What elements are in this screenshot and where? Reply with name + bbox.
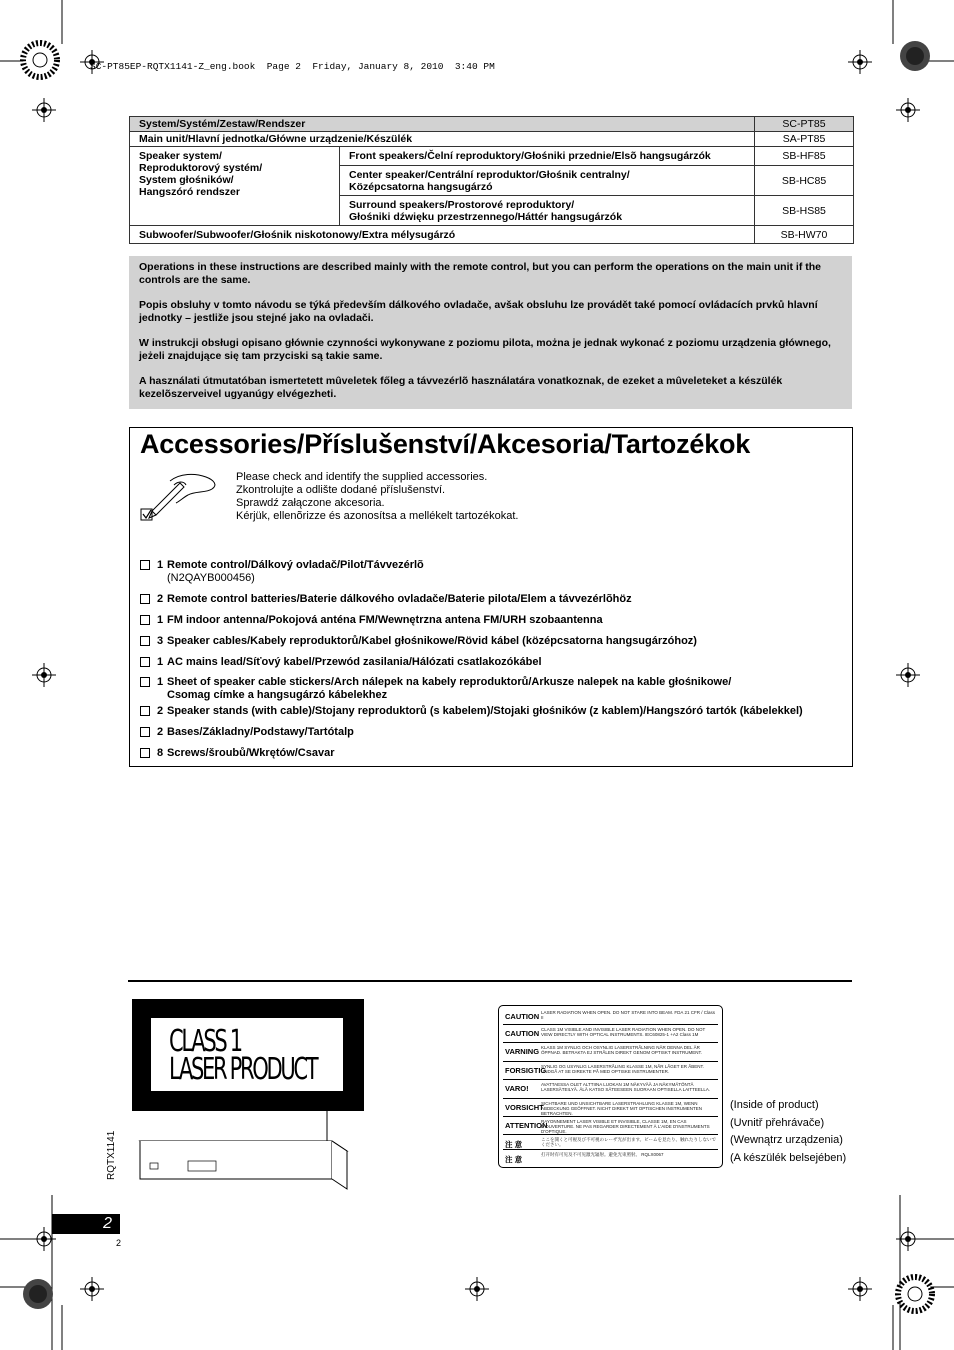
notice-polish: W instrukcji obsługi opisano głównie czynności wykonywane z poziomu pilota, można je jednak wykonać z poziomu urządzenia głównego, jeżeli znajdujące się tam przyciski są takie same. [139,337,831,362]
section-divider [128,980,852,982]
accessories-intro: Please check and identify the supplied accessories. Zkontrolujte a odlište dodané příslušenství. Sprawdź załączone akcesoria. Kérjük, ellenõrizze és azonosítsa a mellékelt tartozékokat. [236,471,519,522]
checklist-pen-icon [140,471,222,526]
center-speaker-label: Center speaker/Centrální reproduktor/Głośnik centralny/ Középcsatorna hangsugárzó [340,166,755,196]
document-code: RQTX1141 [106,1130,117,1180]
system-code: SC-PT85 [755,117,854,132]
checkbox [140,748,150,758]
center-speaker-code: SB-HC85 [755,166,854,196]
front-speakers-code: SB-HF85 [755,147,854,166]
speaker-system-label: Speaker system/ Reproduktorový systém/ System głośników/ Hangszóró rendszer [130,147,340,226]
checkbox [140,727,150,737]
subwoofer-label: Subwoofer/Subwoofer/Głośnik niskotonowy/Extra mélysugárzó [130,226,755,244]
file-header: SC-PT85EP-RQTX1141-Z_eng.book Page 2 Friday, January 8, 2010 3:40 PM [90,61,495,72]
checkbox [140,560,150,570]
caution-label: CAUTION LASER RADIATION WHEN OPEN. DO NOT STARE INTO BEAM. FDA 21 CFR / Class II CAUTION CLASS 1M VISIBLE AND INVISIBLE LASER RADIATION WHEN OPEN. DO NOT VIEW DIRECTLY WITH OPTICAL INSTRUMENTS. IEC60825-1 +A2 Class 1M VARNING KLASS 1M SYNLIG OCH OSYNLIG LASERSTRÅLNING NÄR DENNA DEL ÄR ÖPPNAD. BETRAKTA EJ STRÅLEN DIREKT GENOM OPTISKT INSTRUMENT. FORSIGTIG SYNLIG OG USYNLIG LASERSTRÅLING KLASSE 1M, NÅR LÅGET ER ÅBENT. UNDGÅ AT SE DIREKTE PÅ MED OPTISKE INSTRUMENTER. VARO! AVATTAESSA OLET ALTTIINA LUOKAN 1M NÄKYVÄÄ JA NÄKYMÄTÖNTÄ LASERSÄTEILYÄ. ÄLÄ KATSO SÄTEESEEN SUORAAN OPTISELLA LAITTEELLA. VORSICHT SICHTBARE UND UNSICHTBARE LASERSTRAHLUNG KLASSE 1M, WENN ABDECKUNG GEÖFFNET. NICHT DIREKT MIT OPTISCHEN INSTRUMENTEN BETRACHTEN. ATTENTION RAYONNEMENT LASER VISIBLE ET INVISIBLE, CLASSE 1M, EN CAS D'OUVERTURE. NE PAS REGARDER DIRECTEMENT À L'AIDE D'INSTRUMENTS D'OPTIQUE. 注 意 ここを開くと可視及び不可視のレーザ光が出ます。ビームを見たり、触れたりしないでください。 注 意 打开时有可见及不可见激光辐射。避免光束照射。 RQLX0067 [498,1005,723,1168]
operations-notice [129,256,852,409]
system-label: System/Systém/Zestaw/Rendszer [130,117,755,132]
checkbox [140,594,150,604]
main-unit-drawing [132,1111,357,1191]
subwoofer-code: SB-HW70 [755,226,854,244]
checkbox [140,677,150,687]
inside-product-note: (Inside of product) (Uvnitř přehrávače) (Wewnątrz urządzenia) (A készülék belsejében) [730,1099,847,1164]
notice-hungarian: A használati útmutatóban ismertetett mûveletek főleg a távvezérlõ használatára vonatkoznak, de ezeket a mûveleteket a készülék kezelõszerveivel ugyanúgy elvégezheti. [139,375,783,400]
accessories-section: Accessories/Příslušenství/Akcesoria/Tartozékok Please check and identify the supplied accessories. Zkontrolujte a odlište dodané příslušenství. Sprawdź załączone akcesoria. Kérjük, ellenõrizze és azonosítsa a mellékelt tartozékokat. 1 Remote control/Dálkový ovladač/Pilot/Távvezérlõ (N2QAYB000456) 2 Remote control batteries/Baterie dálkového ovladače/Baterie pilota/Elem a távvezérlõhöz 1 FM indoor antenna/Pokojová anténa FM/Wewnętrzna antena FM/URH szobaantenna 3 Speaker cables/Kabely reproduktorů/Kabel głośnikowe/Rövid kábel (középcsatorna hangsugárzóhoz) 1 AC mains lead/Síťový kabel/Przewód zasilania/Hálózati csatlakozókábel 1 Sheet of speaker cable stickers/Arch nálepek na kabely reproduktorů/Arkusze nalepek na kable głośnikowe/ Csomag címke a hangsugárzó kábelekhez 2 Speaker stands (with cable)/Stojany reproduktorů (s kabelem)/Stojaki głośników (z kablem)/Hangszóró tartók (kábelekkel) 2 Bases/Základny/Podstawy/Tartótalp 8 Screws/šroubů/Wkrętów/Csavar [129,427,853,767]
page-number-small: 2 [116,1238,122,1248]
surround-speakers-code: SB-HS85 [755,196,854,226]
main-unit-label: Main unit/Hlavní jednotka/Główne urządzenie/Készülék [130,132,755,147]
class1-laser-text: CLASS 1 LASER PRODUCT [169,1024,317,1087]
notice-english: Operations in these instructions are described mainly with the remote control, but you can perform the operations on the main unit if the controls are the same. [139,261,822,286]
surround-speakers-label: Surround speakers/Prostorové reproduktory/ Głośniki dźwięku przestrzennego/Háttér hangsugárzók [340,196,755,226]
checkbox [140,706,150,716]
page-number: 2 [52,1214,120,1234]
accessories-title: Accessories/Příslušenství/Akcesoria/Tartozékok [140,429,751,459]
main-unit-code: SA-PT85 [755,132,854,147]
class1-laser-label [132,999,364,1111]
notice-czech: Popis obsluhy v tomto návodu se týká především dálkového ovladače, avšak obsluhu lze provádět také pomocí ovládacích prvků hlavní jednotky – jestliže jsou stejné jako na ovladači. [139,299,818,324]
checkbox [140,615,150,625]
system-component-table [129,116,854,244]
checkbox [140,636,150,646]
checkbox [140,657,150,667]
front-speakers-label: Front speakers/Čelní reproduktory/Głośniki przednie/Elsõ hangsugárzók [340,147,755,166]
